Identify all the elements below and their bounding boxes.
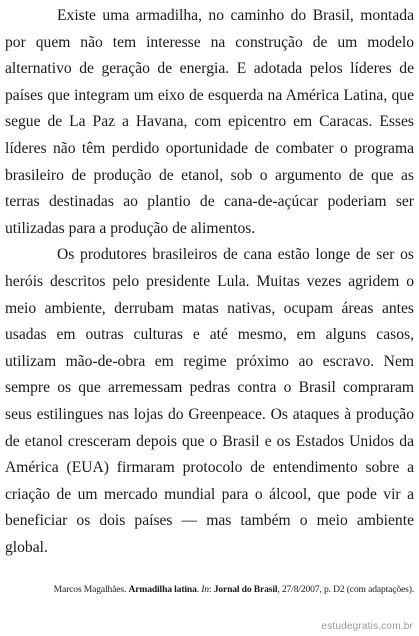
citation-in-label: In <box>201 584 209 595</box>
site-watermark: estudegratis.com.br <box>321 621 413 632</box>
citation-publication: Jornal do Brasil <box>213 584 278 595</box>
citation-details: , 27/8/2007, p. D2 (com adaptações). <box>277 584 414 595</box>
paragraph-2: Os produtores brasileiros de cana estão longe de ser os heróis descritos pelo presidente Lula. Muitas vezes agridem o meio ambiente, derrubam matas nativas, ocupam áreas antes usadas em outras culturas e até mesmo, em alguns casos, utilizam mão-de-obra em regime próximo ao escravo. Nem sempre os que arremessam pedras contra o Brasil compraram seus estilingues nas lojas do Greenpeace. Os ataques à produção de etanol cresceram depois que o Brasil e os Estados Unidos da América (EUA) firmaram protocolo de entendimento sobre a criação de um mercado mundial para o álcool, que pode vir a beneficiar os dois países — mas também o meio ambiente global. <box>5 246 414 556</box>
citation-title: Armadilha latina <box>128 584 197 595</box>
source-citation: Marcos Magalhães. Armadilha latina. In: Jornal do Brasil, 27/8/2007, p. D2 (com adaptações). <box>53 584 414 595</box>
paragraph-1: Existe uma armadilha, no caminho do Brasil, montada por quem não tem interesse na construção de um modelo alternativo de geração de energia. E adotada pelos líderes de países que integram um eixo de esquerda na América Latina, que segue de La Paz a Havana, com epicentro em Caracas. Esses líderes não têm perdido oportunidade de combater o programa brasileiro de produção de etanol, sob o argumento de que as terras destinadas ao plantio de cana-de-açúcar poderiam ser utilizadas para a produção de alimentos. <box>5 7 414 237</box>
document-page <box>5 3 414 595</box>
citation-author: Marcos Magalhães. <box>53 584 127 595</box>
